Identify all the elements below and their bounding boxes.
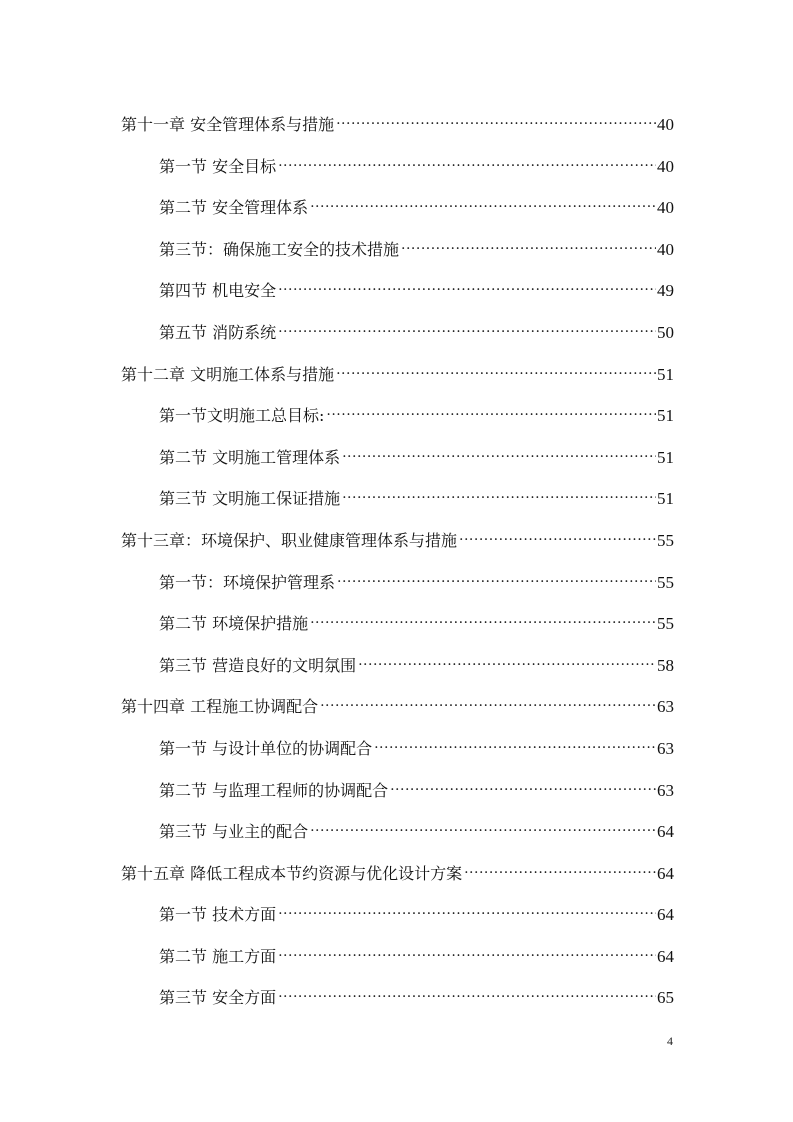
toc-entry-page: 63: [657, 780, 674, 800]
toc-entry-title: 第一节 安全目标: [159, 156, 277, 176]
toc-entry-title: 第三节 安全方面: [159, 988, 277, 1008]
toc-entry-title: 第三节 营造良好的文明氛围: [159, 655, 357, 675]
toc-entry-title: 第十四章 工程施工协调配合: [121, 697, 319, 717]
toc-entry-chapter[interactable]: [121, 520, 674, 562]
dot-leader: [459, 520, 656, 546]
toc-entry-chapter[interactable]: [121, 104, 674, 146]
dot-leader: [336, 354, 656, 380]
page-number: 4: [667, 1034, 673, 1048]
toc-entry-page: 64: [657, 863, 674, 883]
dot-leader: [278, 894, 656, 920]
toc-entry-section[interactable]: [121, 936, 674, 978]
toc-entry-section[interactable]: [121, 770, 674, 812]
toc-entry-page: 55: [657, 614, 674, 634]
toc-entry-title: 第三节 与业主的配合: [159, 822, 309, 842]
dot-leader: [358, 645, 656, 671]
toc-entry-title: 第一节 与设计单位的协调配合: [159, 738, 373, 758]
toc-entry-title: 第二节 环境保护措施: [159, 614, 309, 634]
toc-entry-page: 55: [657, 572, 674, 592]
dot-leader: [310, 603, 656, 629]
toc-entry-chapter[interactable]: [121, 354, 674, 396]
toc-entry-page: 51: [657, 364, 674, 384]
dot-leader: [342, 437, 656, 463]
toc-entry-title: 第四节 机电安全: [159, 281, 277, 301]
dot-leader: [390, 770, 656, 796]
toc-entry-title: 第一节：环境保护管理系: [159, 572, 336, 592]
toc-entry-section[interactable]: [121, 395, 674, 437]
dot-leader: [401, 229, 656, 255]
toc-entry-title: 第二节 安全管理体系: [159, 198, 309, 218]
toc-entry-title: 第三节 文明施工保证措施: [159, 489, 341, 509]
toc-entry-section[interactable]: [121, 894, 674, 936]
toc-entry-chapter[interactable]: [121, 686, 674, 728]
toc-entry-section[interactable]: [121, 312, 674, 354]
toc-entry-title: 第十三章：环境保护、职业健康管理体系与措施: [121, 530, 458, 550]
dot-leader: [342, 478, 656, 504]
dot-leader: [278, 936, 656, 962]
dot-leader: [278, 312, 656, 338]
toc-entry-page: 40: [657, 156, 674, 176]
toc-entry-section[interactable]: [121, 437, 674, 479]
toc-entry-page: 58: [657, 655, 674, 675]
toc-entry-page: 63: [657, 697, 674, 717]
toc-entry-page: 51: [657, 489, 674, 509]
dot-leader: [320, 686, 656, 712]
toc-entry-section[interactable]: [121, 562, 674, 604]
toc-entry-title: 第二节 文明施工管理体系: [159, 447, 341, 467]
toc-entry-section[interactable]: [121, 645, 674, 687]
toc-entry-section[interactable]: [121, 977, 674, 1019]
toc-entry-page: 55: [657, 530, 674, 550]
toc-entry-section[interactable]: [121, 811, 674, 853]
toc-entry-section[interactable]: [121, 229, 674, 271]
toc-entry-title: 第十五章 降低工程成本节约资源与优化设计方案: [121, 863, 463, 883]
toc-entry-page: 40: [657, 115, 674, 134]
toc-entry-page: 40: [657, 239, 674, 259]
toc-entry-title: 第五节 消防系统: [159, 322, 277, 342]
toc-entry-section[interactable]: [121, 603, 674, 645]
toc-entry-page: 65: [657, 988, 674, 1008]
toc-entry-section[interactable]: [121, 728, 674, 770]
dot-leader: [278, 270, 656, 296]
toc-entry-chapter[interactable]: [121, 853, 674, 895]
toc-entry-title: 第一节 技术方面: [159, 905, 277, 925]
toc-entry-title: 第二节 与监理工程师的协调配合: [159, 780, 389, 800]
toc-entry-section[interactable]: [121, 187, 674, 229]
dot-leader: [337, 562, 656, 588]
dot-leader: [464, 853, 656, 879]
dot-leader: [278, 146, 656, 172]
dot-leader: [374, 728, 656, 754]
toc-entry-section[interactable]: [121, 270, 674, 312]
toc-entry-title: 第十一章 安全管理体系与措施: [121, 115, 335, 134]
toc-entry-page: 50: [657, 322, 674, 342]
dot-leader: [326, 395, 656, 421]
dot-leader: [278, 977, 656, 1003]
toc-entry-title: 第一节文明施工总目标:: [159, 406, 325, 426]
toc-entry-section[interactable]: [121, 478, 674, 520]
dot-leader: [336, 104, 656, 130]
toc-entry-title: 第三节：确保施工安全的技术措施: [159, 239, 400, 259]
toc-entry-title: 第十二章 文明施工体系与措施: [121, 364, 335, 384]
dot-leader: [310, 187, 656, 213]
toc-entry-page: 51: [657, 406, 674, 426]
dot-leader: [310, 811, 656, 837]
toc-entry-page: 64: [657, 905, 674, 925]
toc-entry-title: 第二节 施工方面: [159, 946, 277, 966]
toc-entry-page: 49: [657, 281, 674, 301]
toc-entry-section[interactable]: [121, 146, 674, 188]
toc-entry-page: 64: [657, 946, 674, 966]
toc-entry-page: 40: [657, 198, 674, 218]
toc-entry-page: 51: [657, 447, 674, 467]
toc-entry-page: 64: [657, 822, 674, 842]
table-of-contents: [121, 104, 674, 1019]
toc-entry-page: 63: [657, 738, 674, 758]
